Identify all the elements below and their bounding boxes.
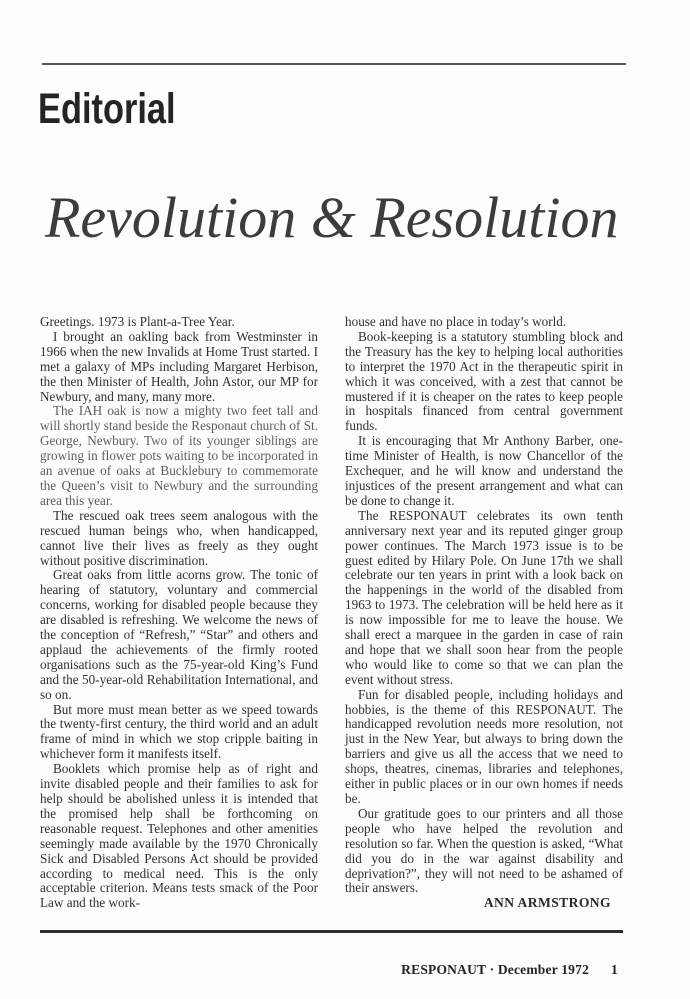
page-footer [40,962,618,978]
body-paragraph: The IAH oak is now a mighty two feet tall and will shortly stand beside the Responaut church of St. George, Newbury. Two of its younger siblings are growing in flower pots waiting to be incorporated in an avenue of oaks at Bucklebury to commemorate the Queen’s visit to Newbury and the surrounding area this year. [40,403,318,508]
body-paragraph: Great oaks from little acorns grow. The tonic of hearing of statutory, voluntary and commercial concerns, working for disabled people because they are disabled is refreshing. We welcome the news of the conception of “Refresh,” “Star” and others and applaud the achievements of the firmly rooted organisations such as the 75-year-old King’s Fund and the 50-year-old Rehabilitation International, and so on. [40,567,318,702]
right-column [345,315,623,911]
section-label: Editorial [38,85,176,133]
author-signature: ANN ARMSTRONG [483,895,611,911]
article-title: Revolution & Resolution [45,185,619,250]
body-paragraph: Our gratitude goes to our printers and all those people who have helped the revolution and resolution so far. When the question is asked, “What did you do in the war against disability and deprivation?”, they will not need to be ashamed of their answers. [345,805,623,896]
header-rule [42,63,626,65]
article-body [40,315,624,911]
body-paragraph: But more must mean better as we speed towards the twenty-first century, the third world and an adult frame of mind in which we stop cripple baiting in whichever form it manifests itself. [40,701,318,762]
footer-journal-issue: RESPONAUT · December 1972 [401,962,590,977]
body-paragraph: The rescued oak trees seem analogous with the rescued human beings who, when handicapped, cannot live their lives as freely as they ought without positive discrimination. [40,507,318,568]
body-paragraph: The RESPONAUT celebrates its own tenth anniversary next year and its reputed ginger group power continues. The March 1973 issue is to be guest edited by Hilary Pole. On June 17th we shall celebrate our ten years in print with a look back on the happenings in the world of the disabled from 1963 to 1973. The celebration will be held here as it is now impossible for me to leave the house. We shall erect a marquee in the garden in case of rain and hope that we shall soon hear from the people who would like to come so that we can plan the event without stress. [345,507,623,687]
body-paragraph: house and have no place in today’s world. [345,314,567,329]
body-paragraph: Fun for disabled people, including holidays and hobbies, is the theme of this RESPONAUT. The handicapped revolution needs more resolution, not just in the New Year, but always to bring down the barriers and give us all the access that we need to shops, theatres, cinemas, libraries and telephones, either in public places or in our own homes if needs be. [345,686,623,806]
body-paragraph: Book-keeping is a statutory stumbling block and the Treasury has the key to helping local authorities to interpret the 1970 Act in the therapeutic spirit in which it was conceived, with a zest that cannot be mustered if it is cheaper on the rates to keep people in hospitals financed from central government funds. [345,328,623,434]
body-paragraph: I brought an oakling back from Westminster in 1966 when the new Invalids at Home Trust started. I met a galaxy of MPs including Margaret Herbison, the then Minister of Health, John Astor, our MP for Newbury, and many, many more. [40,328,318,404]
footer-page-number: 1 [611,962,618,977]
body-paragraph: It is encouraging that Mr Anthony Barber, one-time Minister of Health, is now Chancellor of the Exchequer, and he will know and understand the injustices of the present arrangement and what can be done to change it. [345,433,623,508]
body-paragraph: Greetings. 1973 is Plant-a-Tree Year. [40,314,235,329]
footer-rule [40,930,623,933]
left-column [40,315,318,911]
body-paragraph: Booklets which promise help as of right and invite disabled people and their families to ask for help should be abolished unless it is intended that the promised help shall be forthcoming on reasonable request. Telephones and other amenities seemingly made available by the 1970 Chronically Sick and Disabled Persons Act should be provided according to medical need. This is the only acceptable criterion. Means tests smack of the Poor Law and the work- [40,761,318,911]
